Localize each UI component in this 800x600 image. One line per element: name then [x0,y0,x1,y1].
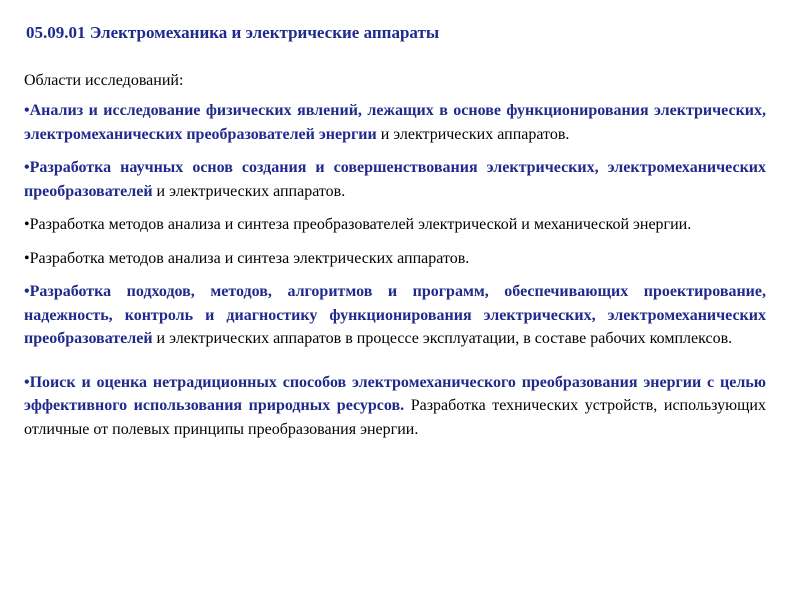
item-emphasis-text: Разработка научных основ создания и совершенствования электрических, электромеханических преобразователей [24,159,766,200]
bullet-icon: • [24,159,30,176]
list-item [24,99,766,146]
item-plain-text: Разработка методов анализа и синтеза электрических аппаратов. [29,249,470,267]
item-plain-text: и электрических аппаратов. [376,125,570,143]
list-item [24,371,766,442]
slide [24,22,766,451]
bullet-icon: • [24,373,30,391]
item-plain-text: и электрических аппаратов в процессе эксплуатации, в составе рабочих комплексов. [152,330,733,347]
slide-title: 05.09.01 Электромеханика и электрические аппараты [26,23,440,42]
bullet-icon: • [24,283,30,300]
item-plain-text: и электрических аппаратов. [152,182,346,200]
item-emphasis-text: Разработка подходов, методов, алгоритмов и программ, обеспечивающих проектирование, надежность, контроль и диагностику функционирования электрических, электромеханических преобразователей [24,283,766,347]
bullet-icon: • [24,216,30,233]
research-areas-heading: Области исследований: [24,72,184,89]
bullet-icon: • [24,249,30,267]
item-plain-text: Разработка методов анализа и синтеза преобразователей электрической и механической энергии. [29,216,692,233]
item-plain-text: Разработка технических устройств, использующих отличные от полевых принципы преобразования энергии. [24,397,766,438]
list-item [24,247,766,271]
item-emphasis-text: Поиск и оценка нетрадиционных способов электромеханического преобразования энергии с целью эффективного использования природных ресурсов. [24,373,766,414]
item-emphasis-text: Анализ и исследование физических явлений, лежащих в основе функционирования электрических, электромеханических преобразователей энергии [24,102,766,143]
list-item [24,213,766,237]
bullet-icon: • [24,102,30,119]
list-item [24,280,766,351]
list-item [24,156,766,203]
